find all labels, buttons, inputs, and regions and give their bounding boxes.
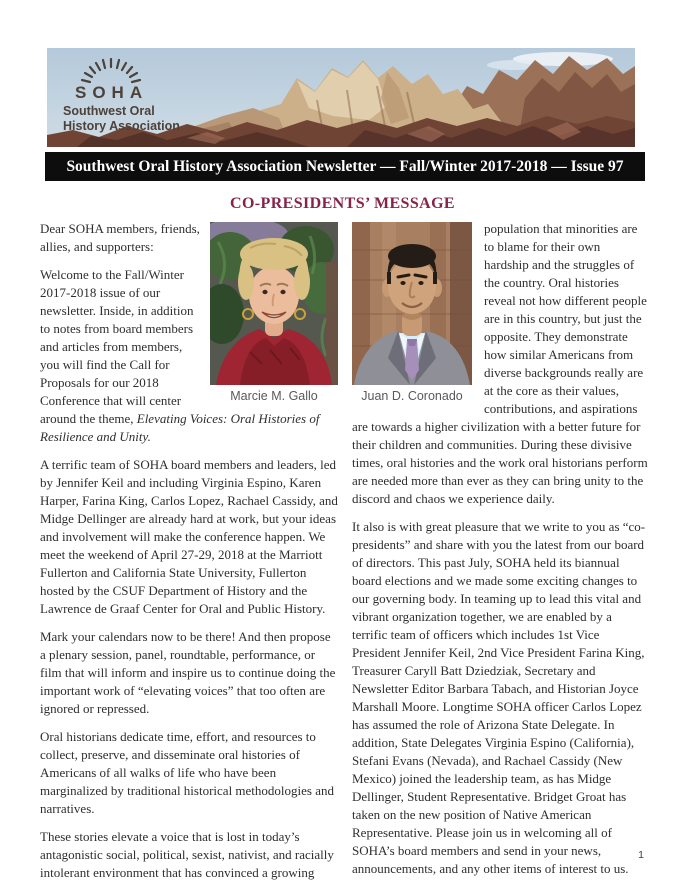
logo-name-line2: History Association [63,119,180,133]
page-number: 1 [638,849,644,861]
juan-photo-box [352,222,472,404]
soha-logo [63,58,253,134]
paragraph-text: Welcome to the Fall/Winter 2017-2018 issue of our newsletter. Inside, in addition to notes from board members and articles from members, you will find the Call for Proposals for our 2018 Conference that will center around the theme, [40,267,194,426]
left-column [40,220,338,886]
paragraph: A terrific team of SOHA board members and leaders, led by Jennifer Keil and including Virginia Espino, Karen Harper, Farina King, Carlos Lopez, Rachael Cassidy, and Midge Dellinger are already hard at work, but your ideas and involvement will make the conference happen. We meet the weekend of April 27-29, 2018 at the Marriott Fullerton and California State University, Fullerton hosted by the CSUF Department of History and the Lawrence de Graaf Center for Oral and Public History. [40,457,338,616]
paragraph: It also is with great pleasure that we write to you as “co-presidents” and share with you the latest from our board of directors. This past July, SOHA held its biannual board elections and we made some exciting changes to our governing body. In teaming up to lead this vital and vibrant organization together, we are enabled by a terrific team of officers which includes 1st Vice President Jennifer Keil, 2nd Vice President Farina King, Treasurer Caryll Batt Dziedziak, Secretary and Newsletter Editor Barbara Tabach, and Historian Joyce Marshall Moore. Longtime SOHA officer Carlos Lopez has assumed the role of Arizona State Delegate. In addition, State Delegates Virginia Espino (California), Stefani Evans (Nevada), and Rachael Cassidy (New Mexico) joined the leadership team, as has Midge Dellinger, Student Representative. Bridget Groat has taken on the new position of Native American Representative. Please join us in welcoming all of SOHA’s board members and send in your news, announcements, and any other items of interest to us. [352,519,646,876]
marcie-photo-box [210,222,338,404]
section-heading: CO-PRESIDENTS’ MESSAGE [230,195,455,212]
paragraph: These stories elevate a voice that is lost in today’s antagonistic social, political, sexist, nativist, and racially intolerant environment that has convinced a growing [40,829,334,880]
juan-coronado-photo [352,222,472,385]
right-column [352,220,648,886]
paragraph: population that minorities are to blame for their own hardship and the struggles of the country. Oral histories reveal not how different people are in this country, but just the opposite. They demonstrate how similar Americans from diverse backgrounds really are at the core as their values, contributions, and aspirations are towards a higher civilization with a better future for their children and communities. During these divisive times, oral histories and the work oral historians perform are needed more than ever as they can bring unity to the discord and chaos we experience daily. [352,221,648,506]
marcie-gallo-photo [210,222,338,385]
header-banner-photo [47,48,635,147]
photo-caption-marcie: Marcie M. Gallo [230,389,318,403]
conference-theme-italic: Elevating Voices: Oral Histories of Resilience and Unity. [40,411,320,444]
article-body [40,220,648,886]
newsletter-title: Southwest Oral History Association Newsletter — Fall/Winter 2017-2018 — Issue 97 [66,157,624,175]
logo-acronym: SOHA [75,83,149,102]
paragraph: Dear SOHA members, friends, allies, and supporters: [40,221,200,254]
paragraph: Oral historians dedicate time, effort, and resources to collect, preserve, and disseminate oral histories of Americans of all walks of life who have been marginalized by traditional historical methodologies and narratives. [40,729,334,816]
sunburst-icon [77,58,149,84]
newsletter-title-bar [45,152,645,181]
paragraph: Mark your calendars now to be there! And then propose a plenary session, panel, roundtable, performance, or film that will inform and inspire us to continue doing the important work of “elevating voices” that too often are ignored or repressed. [40,629,336,716]
logo-name-line1: Southwest Oral [63,104,155,118]
photo-caption-juan: Juan D. Coronado [361,389,463,403]
